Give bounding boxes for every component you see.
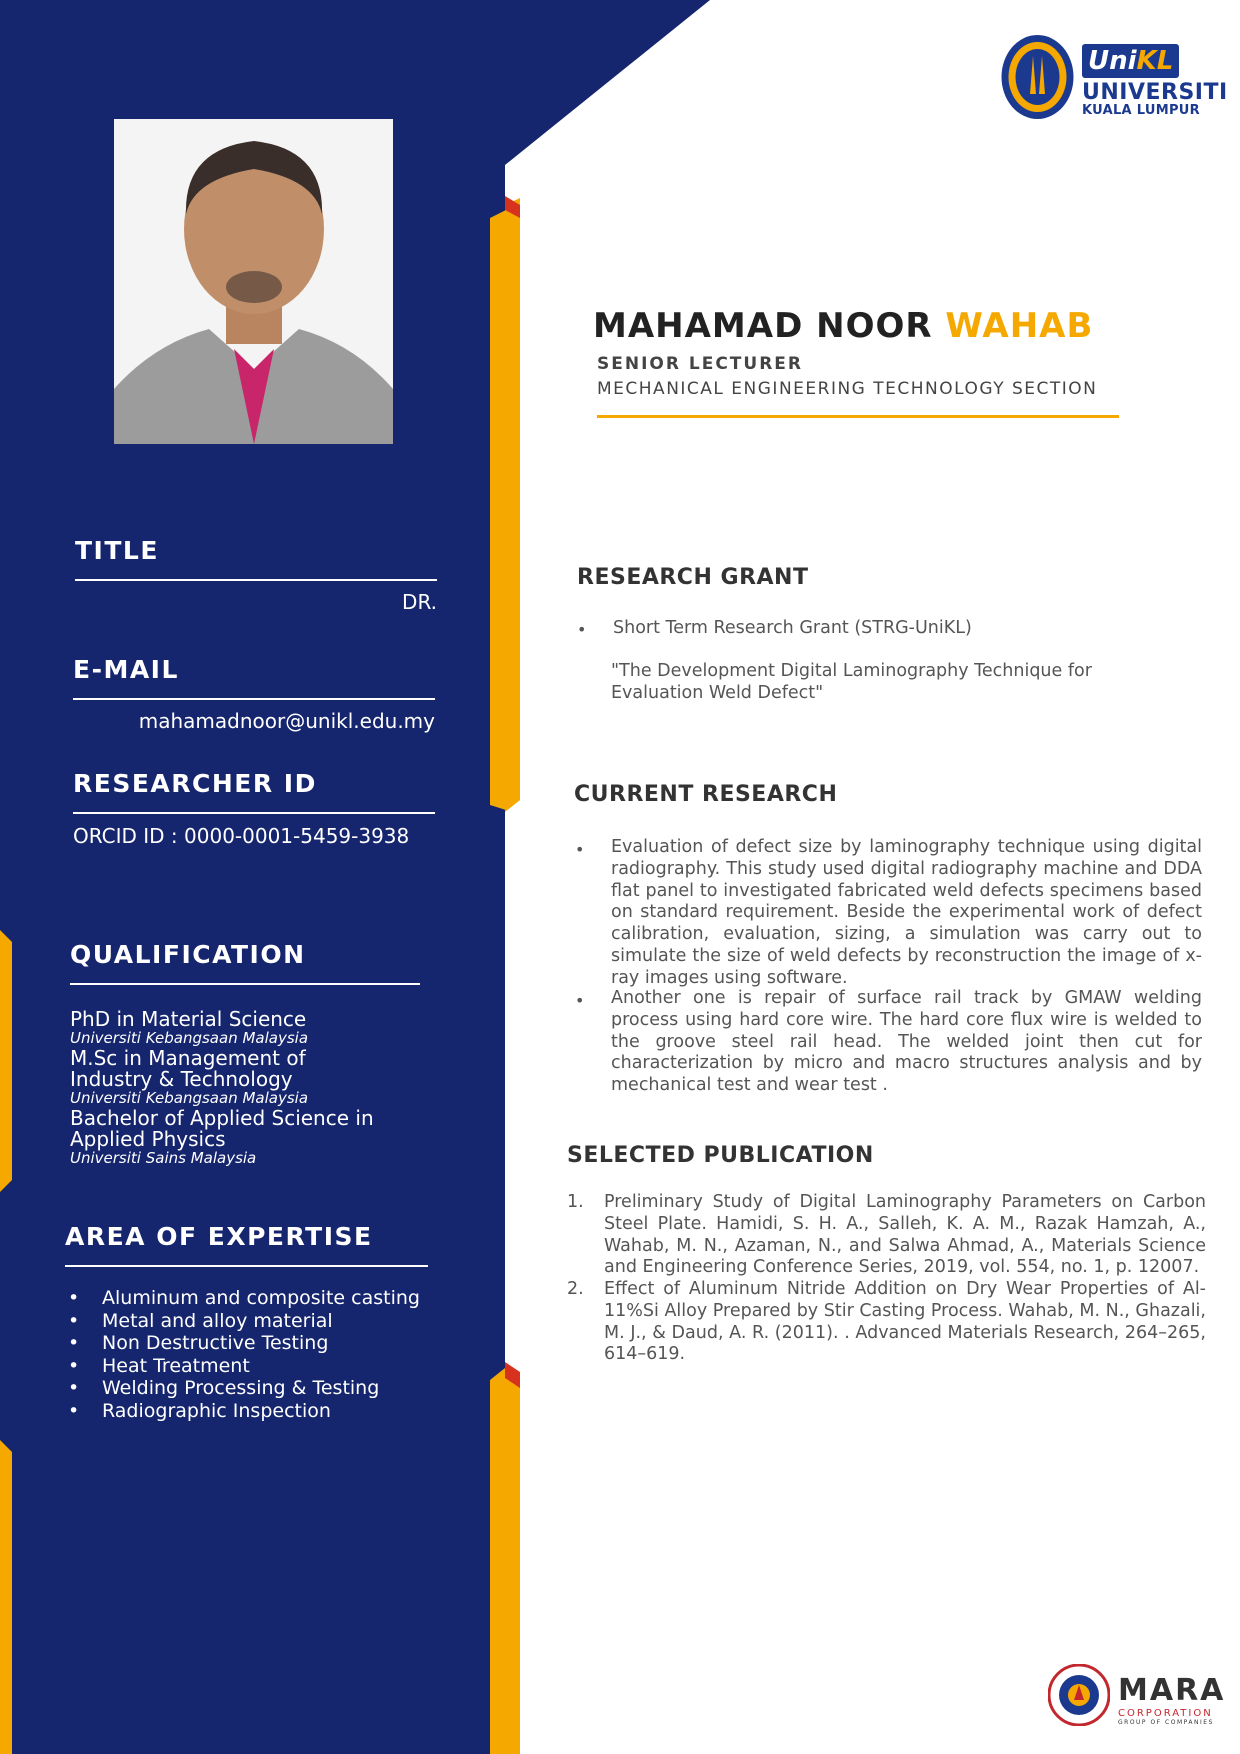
grant-item: Short Term Research Grant (STRG-UniKL) xyxy=(613,618,972,638)
email-heading: E-MAIL xyxy=(73,655,179,684)
qualification-item xyxy=(70,1009,410,1046)
unikl-crest-icon xyxy=(1000,34,1075,120)
degree-line: Bachelor of Applied Science in xyxy=(70,1106,374,1130)
name-last: WAHAB xyxy=(945,306,1094,346)
mara-logo xyxy=(1118,1673,1226,1726)
name-underline xyxy=(597,415,1119,418)
list-item: • Non Destructive Testing xyxy=(68,1332,329,1355)
bullet: • xyxy=(577,620,587,639)
expertise-rule xyxy=(65,1265,428,1267)
email-rule xyxy=(73,698,435,700)
unikl-wordmark xyxy=(1082,44,1228,118)
list-item: • Aluminum and composite casting xyxy=(68,1287,420,1309)
grant-title: "The Development Digital Laminography Technique for Evaluation Weld Defect" xyxy=(611,661,1092,703)
degree-line: Industry & Technology xyxy=(70,1067,293,1091)
publication-number: 2. xyxy=(567,1279,584,1299)
qualification-heading: QUALIFICATION xyxy=(70,940,306,969)
degree-university: Universiti Kebangsaan Malaysia xyxy=(70,1089,309,1107)
unikl-badge: UniKL xyxy=(1082,44,1179,78)
degree-line: M.Sc in Management of xyxy=(70,1046,306,1070)
list-item: • Heat Treatment xyxy=(68,1354,250,1377)
expertise-heading: AREA OF EXPERTISE xyxy=(65,1222,373,1251)
publication-item: Preliminary Study of Digital Laminography Parameters on Carbon Steel Plate. Hamidi, S. H. A., Salleh, K. A. M., Razak Hamzah, A., Wahab, M. N., Azaman, N., and Salwa Ahmad, A., Materials Science and Engineering Conference Series, 2019, vol. 554, no. 1, p. 12007. xyxy=(604,1192,1206,1278)
name-first: MAHAMAD NOOR xyxy=(593,306,933,346)
qualification-list xyxy=(70,1009,410,1168)
left-accent-top xyxy=(0,930,12,1192)
bullet: • xyxy=(575,991,585,1010)
publication-item: Effect of Aluminum Nitride Addition on Dry Wear Properties of Al-11%Si Alloy Prepared by Stir Casting Process. Wahab, M. N., Ghazali, M. J., & Daud, A. R. (2011). . Advanced Materials Research, 264–265, 614–619. xyxy=(604,1279,1206,1365)
publication-number: 1. xyxy=(567,1192,584,1212)
list-item: • Welding Processing & Testing xyxy=(68,1377,380,1400)
orcid-value: ORCID ID : 0000-0001-5459-3938 xyxy=(73,824,410,848)
bullet: • xyxy=(575,840,585,859)
department-section: MECHANICAL ENGINEERING TECHNOLOGY SECTION xyxy=(597,379,1098,399)
qualification-rule xyxy=(70,983,420,985)
degree-line: Applied Physics xyxy=(70,1127,226,1151)
title-value: DR. xyxy=(402,590,437,614)
list-item: • Radiographic Inspection xyxy=(68,1399,331,1422)
majlis-amanah-rakyat-seal-icon xyxy=(1048,1664,1110,1726)
left-accent-bottom xyxy=(0,1440,12,1754)
research-grant-heading: RESEARCH GRANT xyxy=(577,565,809,590)
title-heading: TITLE xyxy=(75,536,159,565)
list-item: • Metal and alloy material xyxy=(68,1309,333,1332)
title-rule xyxy=(75,579,437,581)
job-position: SENIOR LECTURER xyxy=(597,354,803,374)
expertise-list xyxy=(68,1287,420,1423)
email-value[interactable]: mahamadnoor@unikl.edu.my xyxy=(138,709,435,733)
current-research-item: Evaluation of defect size by laminography technique using digital radiography. This study used digital radiography machine and DDA flat panel to investigated fabricated weld defects specimens based on standard requirement. Beside the experimental work of defect calibration, evaluation, sizing, a simulation was carry out to simulate the size of weld defects by reconstruction the image of x-ray images using software. xyxy=(611,837,1202,988)
degree-line: PhD in Material Science xyxy=(70,1007,307,1031)
accent-bar-lower xyxy=(490,1368,520,1754)
researcher-id-heading: RESEARCHER ID xyxy=(73,769,317,798)
degree-university: Universiti Sains Malaysia xyxy=(70,1149,257,1167)
unikl-line1: UNIVERSITI xyxy=(1082,80,1228,105)
mara-sub1: CORPORATION xyxy=(1118,1708,1213,1719)
current-research-heading: CURRENT RESEARCH xyxy=(574,782,838,807)
current-research-item: Another one is repair of surface rail track by GMAW welding process using hard core wire. The hard core flux wire is welded to the groove steel rail head. The welded joint then cut for characterization by micro and macro structures analysis and by mechanical test and wear test . xyxy=(611,988,1202,1096)
mara-wordmark: MARA xyxy=(1118,1673,1226,1708)
selected-publication-heading: SELECTED PUBLICATION xyxy=(567,1143,874,1168)
degree-university: Universiti Kebangsaan Malaysia xyxy=(70,1029,309,1047)
mara-sub2: GROUP OF COMPANIES xyxy=(1118,1719,1214,1726)
qualification-item xyxy=(70,1048,410,1106)
unikl-line2: KUALA LUMPUR xyxy=(1082,103,1200,118)
qualification-item xyxy=(70,1108,410,1166)
person-name xyxy=(593,306,1093,346)
accent-bar-mid xyxy=(490,198,520,810)
researcher-id-rule xyxy=(73,812,435,814)
profile-photo xyxy=(114,119,393,444)
